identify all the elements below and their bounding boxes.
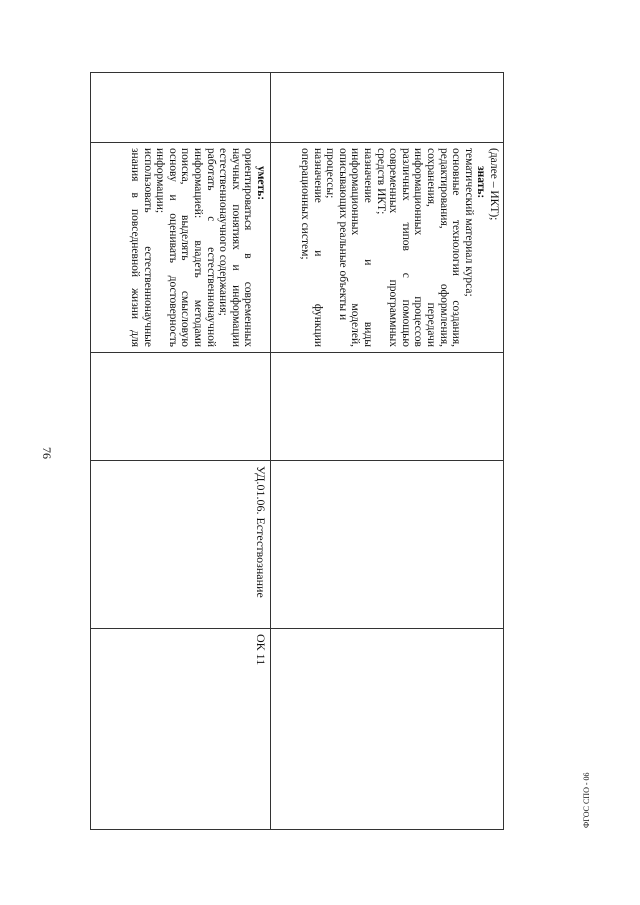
text-line: информации; xyxy=(154,148,167,214)
text-line: информацией: владеть методами xyxy=(192,148,205,347)
skills-text xyxy=(299,148,501,347)
text-line: поиска, выделять смысловую xyxy=(179,148,192,347)
text-line: научных понятиях и информации xyxy=(229,148,242,347)
text-line: редактирования, оформления, xyxy=(437,148,450,347)
discipline-name: УД.01.06. Естествознание xyxy=(254,466,268,598)
table-cell-empty xyxy=(271,72,504,142)
text-line: (далее – ИКТ); xyxy=(488,148,500,221)
rotated-table-container xyxy=(90,72,504,830)
skills-text xyxy=(128,148,267,347)
text-line: основные технологии создания, xyxy=(450,148,463,347)
text-line: процессы; xyxy=(324,148,337,199)
text-line: сохранения, передачи xyxy=(425,148,438,347)
table-cell-competence xyxy=(90,628,271,830)
document-footer: ФГОС СПО - 06 xyxy=(582,772,591,828)
text-line: описывающих реальные объекты и xyxy=(336,148,349,321)
competence-code: ОК 11 xyxy=(254,634,268,666)
text-line: основу и оценивать достоверность xyxy=(166,148,179,347)
text-line: различных типов с помощью xyxy=(399,148,412,347)
table-cell-skills xyxy=(271,142,504,352)
text-line: естественнонаучного содержания; xyxy=(217,148,230,316)
knowledge-heading: знать: xyxy=(475,166,488,199)
table-cell-empty xyxy=(90,72,271,142)
table-cell-discipline xyxy=(90,460,271,628)
table-cell-discipline-empty xyxy=(271,460,504,628)
table-cell-empty xyxy=(271,352,504,460)
text-line: информационных моделей, xyxy=(349,148,362,347)
text-line: назначение и виды xyxy=(362,148,375,347)
page-number: 76 xyxy=(40,447,54,459)
text-line: ориентироваться в современных xyxy=(242,148,255,347)
table-cell-competence-empty xyxy=(271,628,504,830)
skills-heading: уметь: xyxy=(255,166,267,201)
text-line: назначение и функции xyxy=(311,148,324,347)
table-row xyxy=(90,72,271,830)
table-cell-skills xyxy=(90,142,271,352)
text-line: работать с естественнонаучной xyxy=(204,148,217,347)
text-line: современных программных xyxy=(387,148,400,347)
table-cell-empty xyxy=(90,352,271,460)
table-row xyxy=(271,72,504,830)
text-line: тематический материал курса; xyxy=(462,148,475,297)
text-line: информационных процессов xyxy=(412,148,425,347)
competence-table xyxy=(90,72,504,830)
text-line: операционных систем; xyxy=(299,148,312,260)
text-line: использовать естественнонаучные xyxy=(141,148,154,347)
text-line: средств ИКТ; xyxy=(374,148,387,215)
text-line: знания в повседневной жизни для xyxy=(129,148,142,347)
